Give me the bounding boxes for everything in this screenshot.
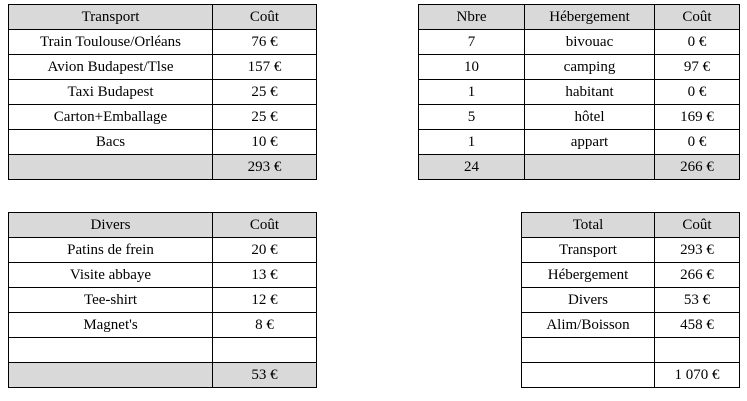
table-total-row [419,155,740,180]
cell-value: 157 € [213,55,317,80]
table-row-empty[interactable] [522,338,740,363]
cell-value: 53 € [655,288,740,313]
table-header-row [9,5,317,30]
column-header: Coût [213,5,317,30]
cell-total: 53 € [213,363,317,388]
transport-table [8,4,317,180]
cell-label [9,363,213,388]
cell-value: 25 € [213,80,317,105]
cell-value: 0 € [655,80,740,105]
cell-label: Tee-shirt [9,288,213,313]
cell-value [213,338,317,363]
table-header-row [9,213,317,238]
cell-value: 10 € [213,130,317,155]
cell-value: 0 € [655,130,740,155]
cell-label: Magnet's [9,313,213,338]
cell-value: 169 € [655,105,740,130]
cell-count: 7 [419,30,525,55]
column-header: Hébergement [525,5,655,30]
cell-value: 12 € [213,288,317,313]
grand-total-row [522,363,740,388]
table-row[interactable] [419,130,740,155]
table-row[interactable] [9,80,317,105]
cell-label: bivouac [525,30,655,55]
cell-value: 0 € [655,30,740,55]
table-row[interactable] [9,130,317,155]
column-header: Transport [9,5,213,30]
table-header-row [419,5,740,30]
cell-total: 266 € [655,155,740,180]
table-row[interactable] [9,30,317,55]
cell-label: Transport [522,238,655,263]
table-total-row [9,155,317,180]
column-header: Coût [655,5,740,30]
cell-count: 1 [419,80,525,105]
divers-table [8,212,317,388]
column-header: Coût [213,213,317,238]
table-row[interactable] [522,288,740,313]
cell-value: 97 € [655,55,740,80]
cell-label: Patins de frein [9,238,213,263]
cell-value [655,338,740,363]
column-header: Nbre [419,5,525,30]
cell-label [9,155,213,180]
cell-label: Bacs [9,130,213,155]
cell-label: hôtel [525,105,655,130]
cell-value: 266 € [655,263,740,288]
cell-label: camping [525,55,655,80]
table-row[interactable] [419,80,740,105]
cell-total-count: 24 [419,155,525,180]
cell-label: habitant [525,80,655,105]
table-row[interactable] [419,30,740,55]
hebergement-table [418,4,740,180]
cell-label: Taxi Budapest [9,80,213,105]
cell-total: 293 € [213,155,317,180]
table-row[interactable] [419,55,740,80]
cell-value: 13 € [213,263,317,288]
cell-value: 76 € [213,30,317,55]
cell-value: 458 € [655,313,740,338]
table-row-empty[interactable] [9,338,317,363]
table-row[interactable] [522,313,740,338]
cell-label [9,338,213,363]
table-row[interactable] [9,105,317,130]
cell-label: Visite abbaye [9,263,213,288]
cell-value: 20 € [213,238,317,263]
table-header-row [522,213,740,238]
table-row[interactable] [9,238,317,263]
cell-count: 5 [419,105,525,130]
cell-grand-total: 1 070 € [655,363,740,388]
cell-label: Alim/Boisson [522,313,655,338]
cell-label: Divers [522,288,655,313]
cell-value: 25 € [213,105,317,130]
table-row[interactable] [419,105,740,130]
cell-label: Carton+Emballage [9,105,213,130]
cell-count: 1 [419,130,525,155]
cell-label: Avion Budapest/Tlse [9,55,213,80]
column-header: Divers [9,213,213,238]
cell-label [522,338,655,363]
column-header: Total [522,213,655,238]
cell-value: 293 € [655,238,740,263]
column-header: Coût [655,213,740,238]
cell-label [525,155,655,180]
cell-label: Train Toulouse/Orléans [9,30,213,55]
cell-label: appart [525,130,655,155]
cell-count: 10 [419,55,525,80]
table-total-row [9,363,317,388]
table-row[interactable] [522,263,740,288]
table-row[interactable] [9,55,317,80]
total-summary-table [521,212,740,388]
table-row[interactable] [9,263,317,288]
table-row[interactable] [522,238,740,263]
cell-label [522,363,655,388]
table-row[interactable] [9,288,317,313]
cell-value: 8 € [213,313,317,338]
table-row[interactable] [9,313,317,338]
cell-label: Hébergement [522,263,655,288]
